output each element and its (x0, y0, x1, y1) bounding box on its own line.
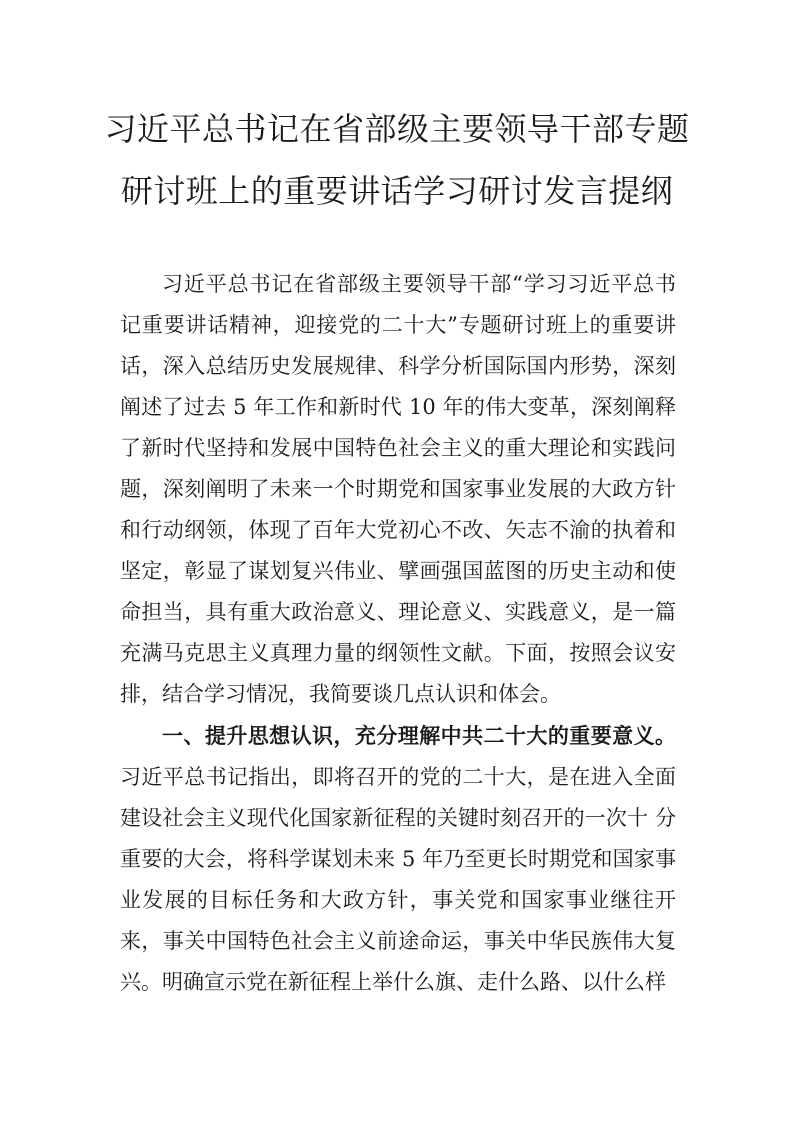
paragraph-intro: 习近平总书记在省部级主要领导干部“学习习近平总书记重要讲话精神，迎接党的二十大”专题研讨班上的重要讲话，深入总结历史发展规律、科学分析国际国内形势，深刻阐述了过去 5 年工作和新时代 10 年的伟大变革，深刻阐释了新时代坚持和发展中国特色社会主义的重大理论和实践问题，深刻阐明了未来一个时期党和国家事业发展的大政方针和行动纲领，体现了百年大党初心不改、矢志不渝的执着和坚定，彰显了谋划复兴伟业、擘画强国蓝图的历史主动和使命担当，具有重大政治意义、理论意义、实践意义，是一篇充满马克思主义真理力量的纲领性文献。下面，按照会议安排，结合学习情况，我简要谈几点认识和体会。 (120, 272, 676, 706)
document-body (120, 264, 676, 1003)
section-one-heading: 一、提升思想认识，充分理解中共二十大的重要意义。 (162, 723, 676, 748)
document-title-line-1: 习近平总书记在省部级主要领导干部专题 (104, 110, 690, 148)
section-one-text: 习近平总书记指出，即将召开的党的二十大，是在进入全面建设社会主义现代化国家新征程的关键时刻召开的一次十 分重要的大会，将科学谋划未来 5 年乃至更长时期党和国家事业发展的目标任务和大政方针，事关党和国家事业继往开来，事关中国特色社会主义前途命运，事关中华民族伟大复兴。明确宣示党在新征程上举什么旗、走什么路、以什么样 (120, 765, 676, 994)
paragraph-section-one (120, 715, 676, 1003)
document-title-line-2: 研讨班上的重要讲话学习研讨发言提纲 (120, 172, 674, 210)
